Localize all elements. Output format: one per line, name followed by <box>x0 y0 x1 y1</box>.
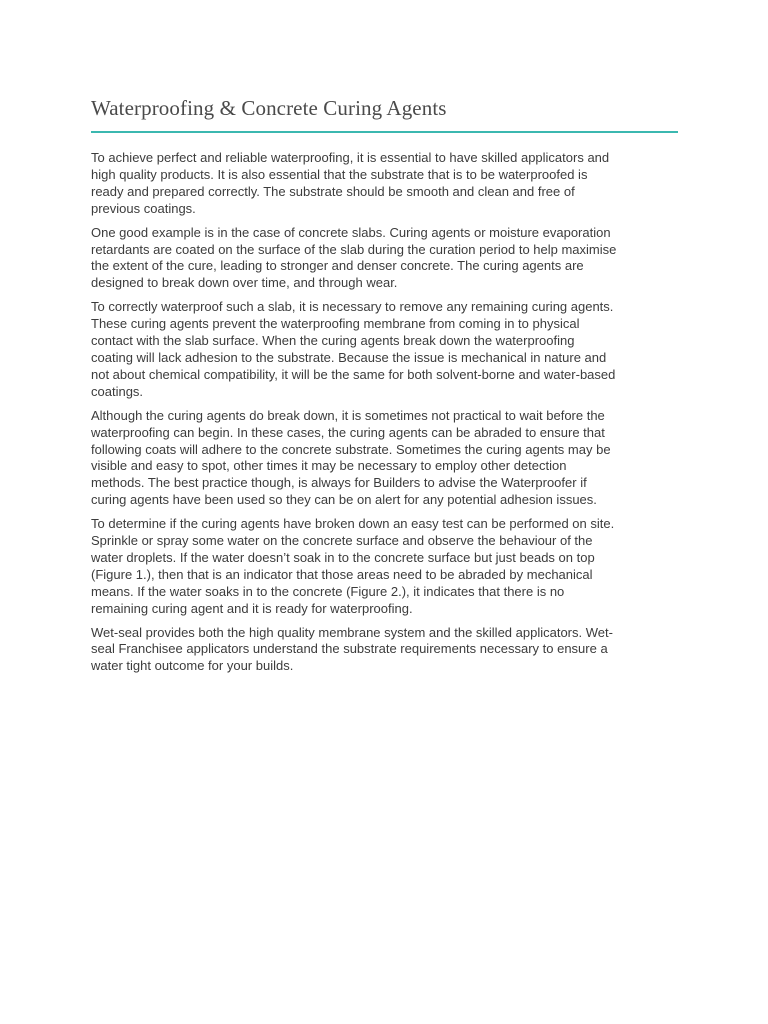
document-title: Waterproofing & Concrete Curing Agents <box>91 96 447 120</box>
title-divider <box>91 131 678 133</box>
paragraph-concrete-slabs: One good example is in the case of concrete slabs. Curing agents or moisture evaporation retardants are coated on the surface of the slab during the curation period to help maximise the extent of the cure, leading to stronger and denser concrete. The curing agents are designed to break down over time, and through wear. <box>91 224 617 291</box>
paragraph-wet-seal: Wet-seal provides both the high quality membrane system and the skilled applicators. Wet- seal Franchisee applicators understand the substrate requirements necessary to ensure a water tight outcome for your builds. <box>91 624 613 674</box>
paragraph-abrading: Although the curing agents do break down, it is sometimes not practical to wait before the waterproofing can begin. In these cases, the curing agents can be abraded to ensure that following coats will adhere to the concrete substrate. Sometimes the curing agents may be visible and easy to spot, other times it may be necessary to employ other detection methods. The best practice though, is always for Builders to advise the Waterproofer if curing agents have been used so they can be on alert for any potential adhesion issues. <box>91 407 611 508</box>
paragraph-remove-curing-agents: To correctly waterproof such a slab, it is necessary to remove any remaining curing agents. These curing agents prevent the waterproofing membrane from coming in to physical contact with the slab surface. When the curing agents break down the waterproofing coating will lack adhesion to the substrate. Because the issue is mechanical in nature and not about chemical compatibility, it will be the same for both solvent-borne and water-based coatings. <box>91 299 616 399</box>
paragraph-intro: To achieve perfect and reliable waterproofing, it is essential to have skilled applicators and high quality products. It is also essential that the substrate that is to be waterproofed is ready and prepared correctly. The substrate should be smooth and clean and free of previous coatings. <box>91 150 610 216</box>
paragraph-water-test: To determine if the curing agents have broken down an easy test can be performed on site. Sprinkle or spray some water on the concrete surface and observe the behaviour of the water droplets. If the water doesn’t soak in to the concrete surface but just beads on top (Figure 1.), then that is an indicator that those areas need to be abraded by mechanical means. If the water soaks in to the concrete (Figure 2.), it indicates that there is no remaining curing agent and it is ready for waterproofing. <box>91 516 615 616</box>
document-body <box>91 150 676 682</box>
